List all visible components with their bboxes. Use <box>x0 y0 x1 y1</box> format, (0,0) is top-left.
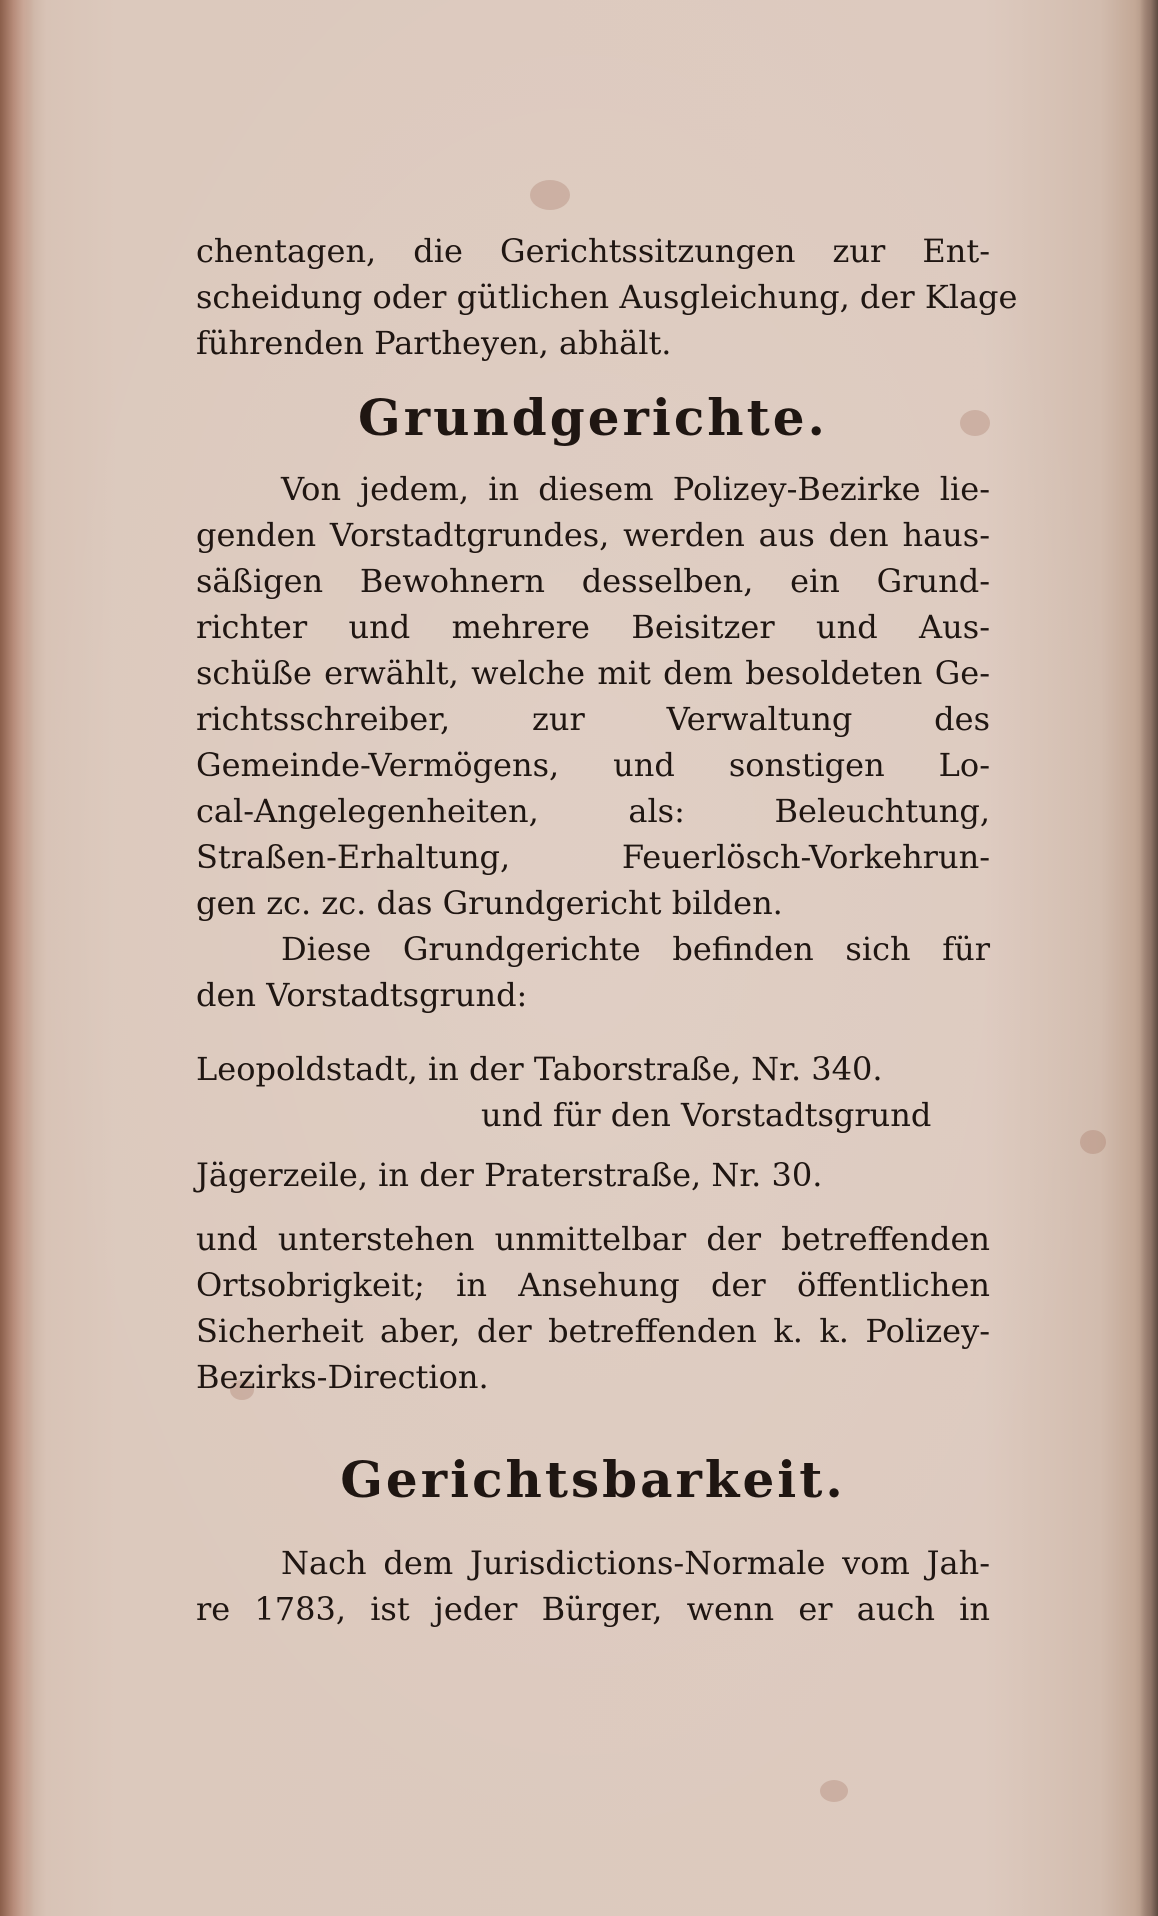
text-line: richtsschreiber, zur Verwaltung des <box>196 700 990 738</box>
text-line: cal-Angelegenheiten, als: Beleuchtung, <box>196 792 990 830</box>
text-line: Ortsobrigkeit; in Ansehung der öffentlichen <box>196 1266 990 1304</box>
text-line: Diese Grundgerichte befinden sich für <box>281 930 990 968</box>
page-left-edge <box>0 0 34 1916</box>
page-right-edge <box>1140 0 1158 1916</box>
text-line: Straßen-Erhaltung, Feuerlösch-Vorkehrun- <box>196 838 990 876</box>
address-jaegerzeile: Jägerzeile, in der Praterstraße, Nr. 30. <box>196 1156 823 1194</box>
foxing-spot <box>820 1780 848 1802</box>
text-line: schüße erwählt, welche mit dem besoldeten Ge- <box>196 654 990 692</box>
text-line: richter und mehrere Beisitzer und Aus- <box>196 608 990 646</box>
paragraph-unterstehen <box>196 1216 990 1400</box>
text-line: gen zc. zc. das Grundgericht bilden. <box>196 884 783 922</box>
text-line: Von jedem, in diesem Polizey-Bezirke lie- <box>281 470 990 508</box>
text-line: Sicherheit aber, der betreffenden k. k. Polizey- <box>196 1312 990 1350</box>
text-line: Bezirks-Direction. <box>196 1358 489 1396</box>
page-text <box>196 228 1018 1632</box>
paragraph-diese <box>196 926 990 1018</box>
paragraph-grundgerichte <box>196 466 990 926</box>
text-line: Nach dem Jurisdictions-Normale vom Jah- <box>281 1544 990 1582</box>
paragraph-gerichtsbarkeit <box>196 1540 990 1632</box>
address-leopoldstadt: Leopoldstadt, in der Taborstraße, Nr. 340. <box>196 1050 883 1088</box>
text-line: genden Vorstadtgrundes, werden aus den haus- <box>196 516 990 554</box>
text-line: den Vorstadtsgrund: <box>196 976 528 1014</box>
foxing-spot <box>1080 1130 1106 1154</box>
foxing-spot <box>530 180 570 210</box>
text-line: Gemeinde-Vermögens, und sonstigen Lo- <box>196 746 990 784</box>
text-line: säßigen Bewohnern desselben, ein Grund- <box>196 562 990 600</box>
text-line: scheidung oder gütlichen Ausgleichung, der Klage <box>196 278 1018 316</box>
text-line: re 1783, ist jeder Bürger, wenn er auch in <box>196 1590 990 1628</box>
section-heading-gerichtsbarkeit: Gerichtsbarkeit. <box>340 1450 846 1509</box>
section-heading-grundgerichte: Grundgerichte. <box>358 388 828 447</box>
paragraph-intro <box>196 228 1018 366</box>
address-connector: und für den Vorstadtsgrund <box>481 1096 932 1134</box>
text-line: führenden Partheyen, abhält. <box>196 324 672 362</box>
text-line: chentagen, die Gerichtssitzungen zur Ent- <box>196 232 990 270</box>
text-line: und unterstehen unmittelbar der betreffenden <box>196 1220 990 1258</box>
